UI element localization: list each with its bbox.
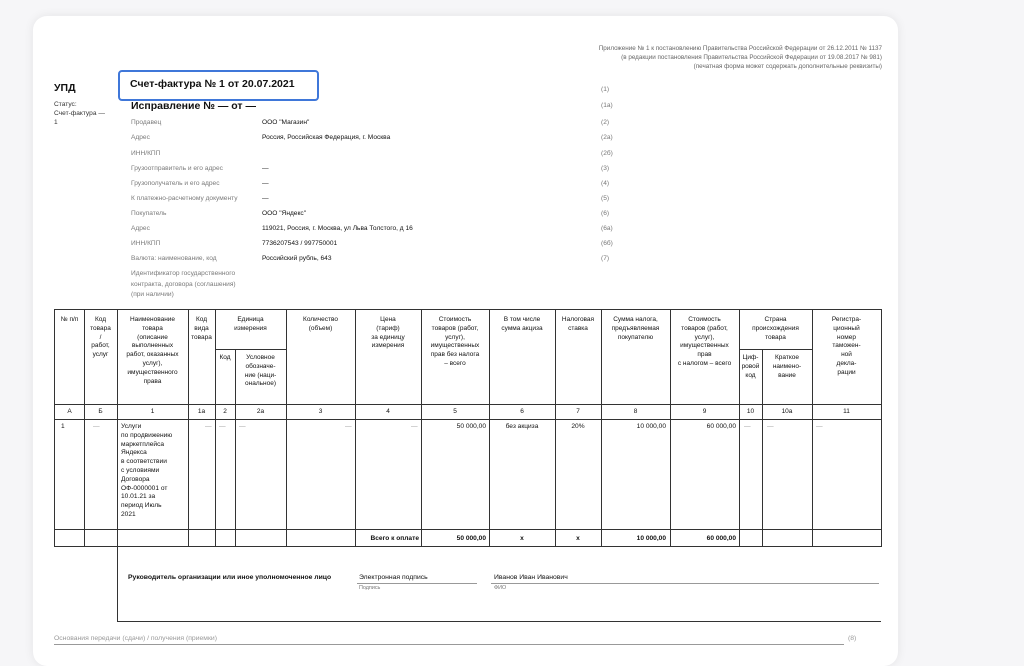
header-cell	[286, 316, 355, 334]
header-line: с налогом – всего	[677, 359, 732, 367]
row-name-line: по продвижению	[121, 431, 173, 439]
signer-name: Иванов Иван Иванович	[494, 574, 568, 581]
field-label: Покупатель	[131, 210, 167, 217]
header-line: ставка	[568, 324, 588, 332]
header-line: вида	[194, 324, 209, 332]
row-name	[121, 423, 187, 520]
header-line: за единицу	[371, 333, 405, 341]
field-value: ООО "Магазин"	[262, 119, 310, 126]
field-value: —	[262, 165, 269, 172]
header-line: обозначе-	[245, 362, 276, 370]
header-line: (объем)	[308, 324, 333, 332]
status-line: Статус:	[54, 101, 77, 108]
field-code: (6б)	[601, 240, 613, 247]
row-kind: —	[205, 423, 212, 430]
invoice-table	[54, 309, 882, 547]
header-line: наимено-	[772, 362, 802, 370]
row-divider	[739, 349, 812, 350]
row-country-code: —	[744, 423, 751, 430]
total-sum: 60 000,00	[706, 535, 736, 542]
header-line: Стоимость	[438, 316, 472, 323]
row-qty: —	[345, 423, 352, 430]
header-line: – всего	[444, 359, 466, 367]
signature-type: Электронная подпись	[359, 574, 428, 581]
field-value: —	[262, 180, 269, 187]
header-line: товаров (работ,	[431, 324, 479, 332]
header-line: права	[143, 377, 162, 385]
header-cell	[55, 316, 84, 325]
status-block	[54, 101, 105, 127]
index-cell: 10	[746, 408, 755, 415]
header-line: товара	[142, 324, 163, 332]
field-value: 7736207543 / 997750001	[262, 240, 338, 247]
total-cost: 50 000,00	[456, 535, 486, 542]
row-rate: 20%	[571, 423, 585, 430]
index-cell: 9	[702, 408, 707, 415]
index-cell: 11	[843, 408, 850, 415]
row-name-line: с условиями	[121, 466, 160, 474]
column-divider	[739, 310, 740, 546]
document-sheet	[33, 16, 898, 666]
field-code: (4)	[601, 180, 610, 187]
field-code: (3)	[601, 165, 610, 172]
legal-note-line: (в редакции постановления Правительства Российской Федерации от 19.08.2017 № 981)	[621, 53, 882, 61]
total-tax: 10 000,00	[636, 535, 666, 542]
header-line: Количество	[303, 316, 338, 323]
index-cell: Б	[98, 408, 103, 415]
field-value: 119021, Россия, г. Москва, ул Льва Толстого, д 16	[262, 225, 413, 232]
header-cell	[355, 316, 421, 351]
field-code: (2б)	[601, 150, 613, 157]
header-line: Регистра-	[831, 316, 862, 323]
header-cell	[215, 354, 235, 363]
header-line: происхождения	[752, 324, 799, 332]
header-line: В том числе	[503, 316, 541, 323]
signature-role: Руководитель организации или иное уполномоченное лицо	[128, 574, 332, 581]
header-line: вание	[778, 371, 796, 379]
legal-note-line: (печатная форма может содержать дополнительные реквизиты)	[693, 62, 882, 70]
header-cell	[812, 316, 881, 378]
field-label: Грузополучатель и его адрес	[131, 180, 220, 187]
row-price: —	[411, 423, 418, 430]
header-line: работ,	[91, 342, 110, 350]
row-name-line: в соответствии	[121, 458, 167, 466]
row-country-name: —	[767, 423, 774, 430]
row-divider	[55, 404, 881, 405]
field-value: ООО "Яндекс"	[262, 210, 307, 217]
header-line: (тариф)	[376, 324, 400, 332]
header-line: измерения	[234, 324, 267, 332]
header-line: имущественного	[127, 368, 178, 376]
status-line: 1	[54, 118, 58, 126]
header-line: ональное)	[245, 380, 276, 388]
index-cell: 2а	[256, 408, 265, 415]
header-line: работ, оказанных	[126, 351, 179, 359]
header-cell	[739, 316, 812, 342]
header-line: услуг),	[694, 333, 715, 341]
header-line: Сумма налога,	[613, 316, 658, 323]
field-value: —	[262, 195, 269, 202]
signature-underline	[357, 583, 477, 584]
field-code: (1а)	[601, 102, 613, 109]
field-label: К платежно-расчетному документу	[131, 195, 238, 202]
row-name-line: Услуги	[121, 423, 142, 430]
contract-label-line: контракта, договора (соглашения)	[131, 280, 236, 288]
upd-label: УПД	[54, 82, 76, 94]
row-divider	[55, 419, 881, 420]
header-cell	[601, 316, 670, 342]
row-name-line: ОФ-0000001 от	[121, 484, 168, 492]
header-line: Цена	[380, 316, 396, 323]
header-line: ние (наци-	[244, 371, 277, 379]
header-line: ровой	[741, 362, 760, 370]
header-line: имущественных	[680, 342, 729, 350]
header-line: Условное	[246, 354, 275, 361]
field-label: ИНН/КПП	[131, 240, 161, 247]
header-line: номер	[837, 333, 856, 341]
header-line: код	[745, 371, 756, 379]
basis-code: (8)	[848, 635, 857, 642]
row-cost: 50 000,00	[456, 423, 486, 430]
header-line: имущественных	[430, 342, 480, 350]
header-line: прав	[697, 351, 712, 359]
field-label: Адрес	[131, 225, 150, 232]
header-line: Код	[219, 354, 231, 361]
header-cell	[489, 316, 555, 334]
field-label: ИНН/КПП	[131, 150, 161, 157]
header-line: измерения	[371, 342, 405, 350]
index-cell: 7	[576, 408, 580, 415]
contract-label-line: (при наличии)	[131, 291, 174, 298]
row-name-line: маркетплейса	[121, 440, 165, 448]
basis-label: Основания передачи (сдачи) / получения (приемки)	[54, 635, 217, 642]
header-line: Налоговая	[561, 316, 595, 323]
header-line: /	[99, 333, 102, 341]
status-line: Счет-фактура —	[54, 109, 105, 117]
signer-underline	[491, 583, 879, 584]
row-name-line: Яндекса	[121, 449, 147, 457]
index-cell: 2	[223, 408, 227, 415]
header-line: таможен-	[832, 342, 861, 350]
header-line: Единица	[237, 316, 264, 323]
header-cell	[762, 354, 812, 380]
header-line: ной	[841, 351, 852, 359]
field-code: (6а)	[601, 225, 613, 232]
basis-underline	[54, 644, 844, 645]
row-unit-name: —	[239, 423, 246, 430]
total-label: Всего к оплате	[370, 535, 419, 542]
row-total: 60 000,00	[706, 423, 736, 430]
header-line: Наименование	[129, 316, 176, 323]
column-divider	[188, 310, 189, 546]
header-line: Код	[195, 316, 208, 323]
index-cell: 8	[633, 408, 638, 415]
header-line: Краткое	[775, 354, 799, 361]
field-code: (2)	[601, 119, 610, 126]
header-line: предъявляемая	[611, 324, 660, 332]
header-line: (описание	[137, 333, 168, 341]
field-code: (6)	[601, 210, 610, 217]
row-divider	[215, 349, 286, 350]
contract-label-line: Идентификатор государственного	[131, 270, 236, 277]
legal-note	[599, 45, 882, 71]
header-line: Код	[94, 316, 107, 323]
index-cell: 5	[453, 408, 457, 415]
header-line: товара	[90, 324, 111, 332]
header-line: товаров (работ,	[681, 324, 728, 332]
row-divider	[55, 529, 881, 530]
index-cell: А	[67, 408, 72, 415]
row-unit-code: —	[219, 423, 226, 430]
header-line: товара	[191, 333, 212, 341]
header-line: Стоимость	[688, 316, 721, 323]
header-line: ционный	[833, 324, 860, 332]
correction-title: Исправление № — от —	[131, 100, 256, 112]
index-cell: 1	[150, 408, 155, 415]
field-code: (2а)	[601, 134, 613, 141]
header-line: Циф-	[742, 354, 759, 361]
field-label: Продавец	[131, 119, 162, 126]
header-cell	[215, 316, 286, 334]
header-line: покупателю	[617, 333, 654, 341]
row-name-line: Договора	[121, 475, 150, 483]
header-cell	[555, 316, 601, 334]
row-tax: 10 000,00	[636, 423, 666, 430]
field-code: (1)	[601, 86, 610, 93]
row-excise: без акциза	[505, 423, 539, 430]
header-line: услуг	[92, 351, 109, 359]
invoice-title: Счет-фактура № 1 от 20.07.2021	[130, 78, 295, 90]
signature-caption: Подпись	[359, 585, 381, 591]
header-cell	[739, 354, 762, 380]
header-cell	[117, 316, 188, 386]
row-name-line: 2021	[121, 510, 136, 518]
field-code: (5)	[601, 195, 610, 202]
total-x: x	[576, 535, 580, 542]
header-cell	[188, 316, 215, 342]
row-decl: —	[816, 423, 823, 430]
header-cell	[84, 316, 117, 360]
signer-caption: ФИО	[494, 585, 507, 591]
row-code: —	[93, 423, 100, 430]
header-line: услуг),	[445, 333, 465, 341]
header-cell	[670, 316, 739, 369]
header-line: выполненных	[131, 342, 174, 350]
field-value: Российский рубль, 643	[262, 255, 332, 262]
field-label: Грузоотправитель и его адрес	[131, 165, 223, 172]
header-cell	[421, 316, 489, 369]
header-line: декла-	[836, 359, 857, 367]
header-line: прав без налога	[430, 351, 480, 359]
index-cell: 10а	[781, 408, 793, 415]
header-line: Страна	[764, 316, 787, 323]
index-cell: 3	[318, 408, 323, 415]
header-line: рации	[837, 368, 856, 376]
column-divider	[215, 310, 216, 546]
index-cell: 6	[520, 408, 524, 415]
row-number: 1	[61, 423, 65, 430]
field-code: (7)	[601, 255, 610, 262]
index-cell: 4	[386, 408, 390, 415]
row-name-line: 10.01.21 за	[121, 493, 156, 501]
contract-label	[131, 269, 236, 301]
header-line: сумма акциза	[501, 324, 543, 332]
header-line: № п/п	[60, 316, 79, 323]
field-value: Россия, Российская Федерация, г. Москва	[262, 134, 391, 141]
field-label: Валюта: наименование, код	[131, 255, 217, 262]
column-divider	[286, 310, 287, 546]
row-name-line: период Июль	[121, 502, 162, 510]
header-cell	[235, 354, 286, 389]
total-x: x	[520, 535, 524, 542]
field-label: Адрес	[131, 134, 150, 141]
header-line: товара	[765, 333, 786, 341]
index-cell: 1а	[197, 408, 206, 415]
legal-note-line: Приложение № 1 к постановлению Правительства Российской Федерации от 26.12.2011 № 1137	[598, 45, 882, 52]
header-line: услуг),	[142, 359, 163, 367]
